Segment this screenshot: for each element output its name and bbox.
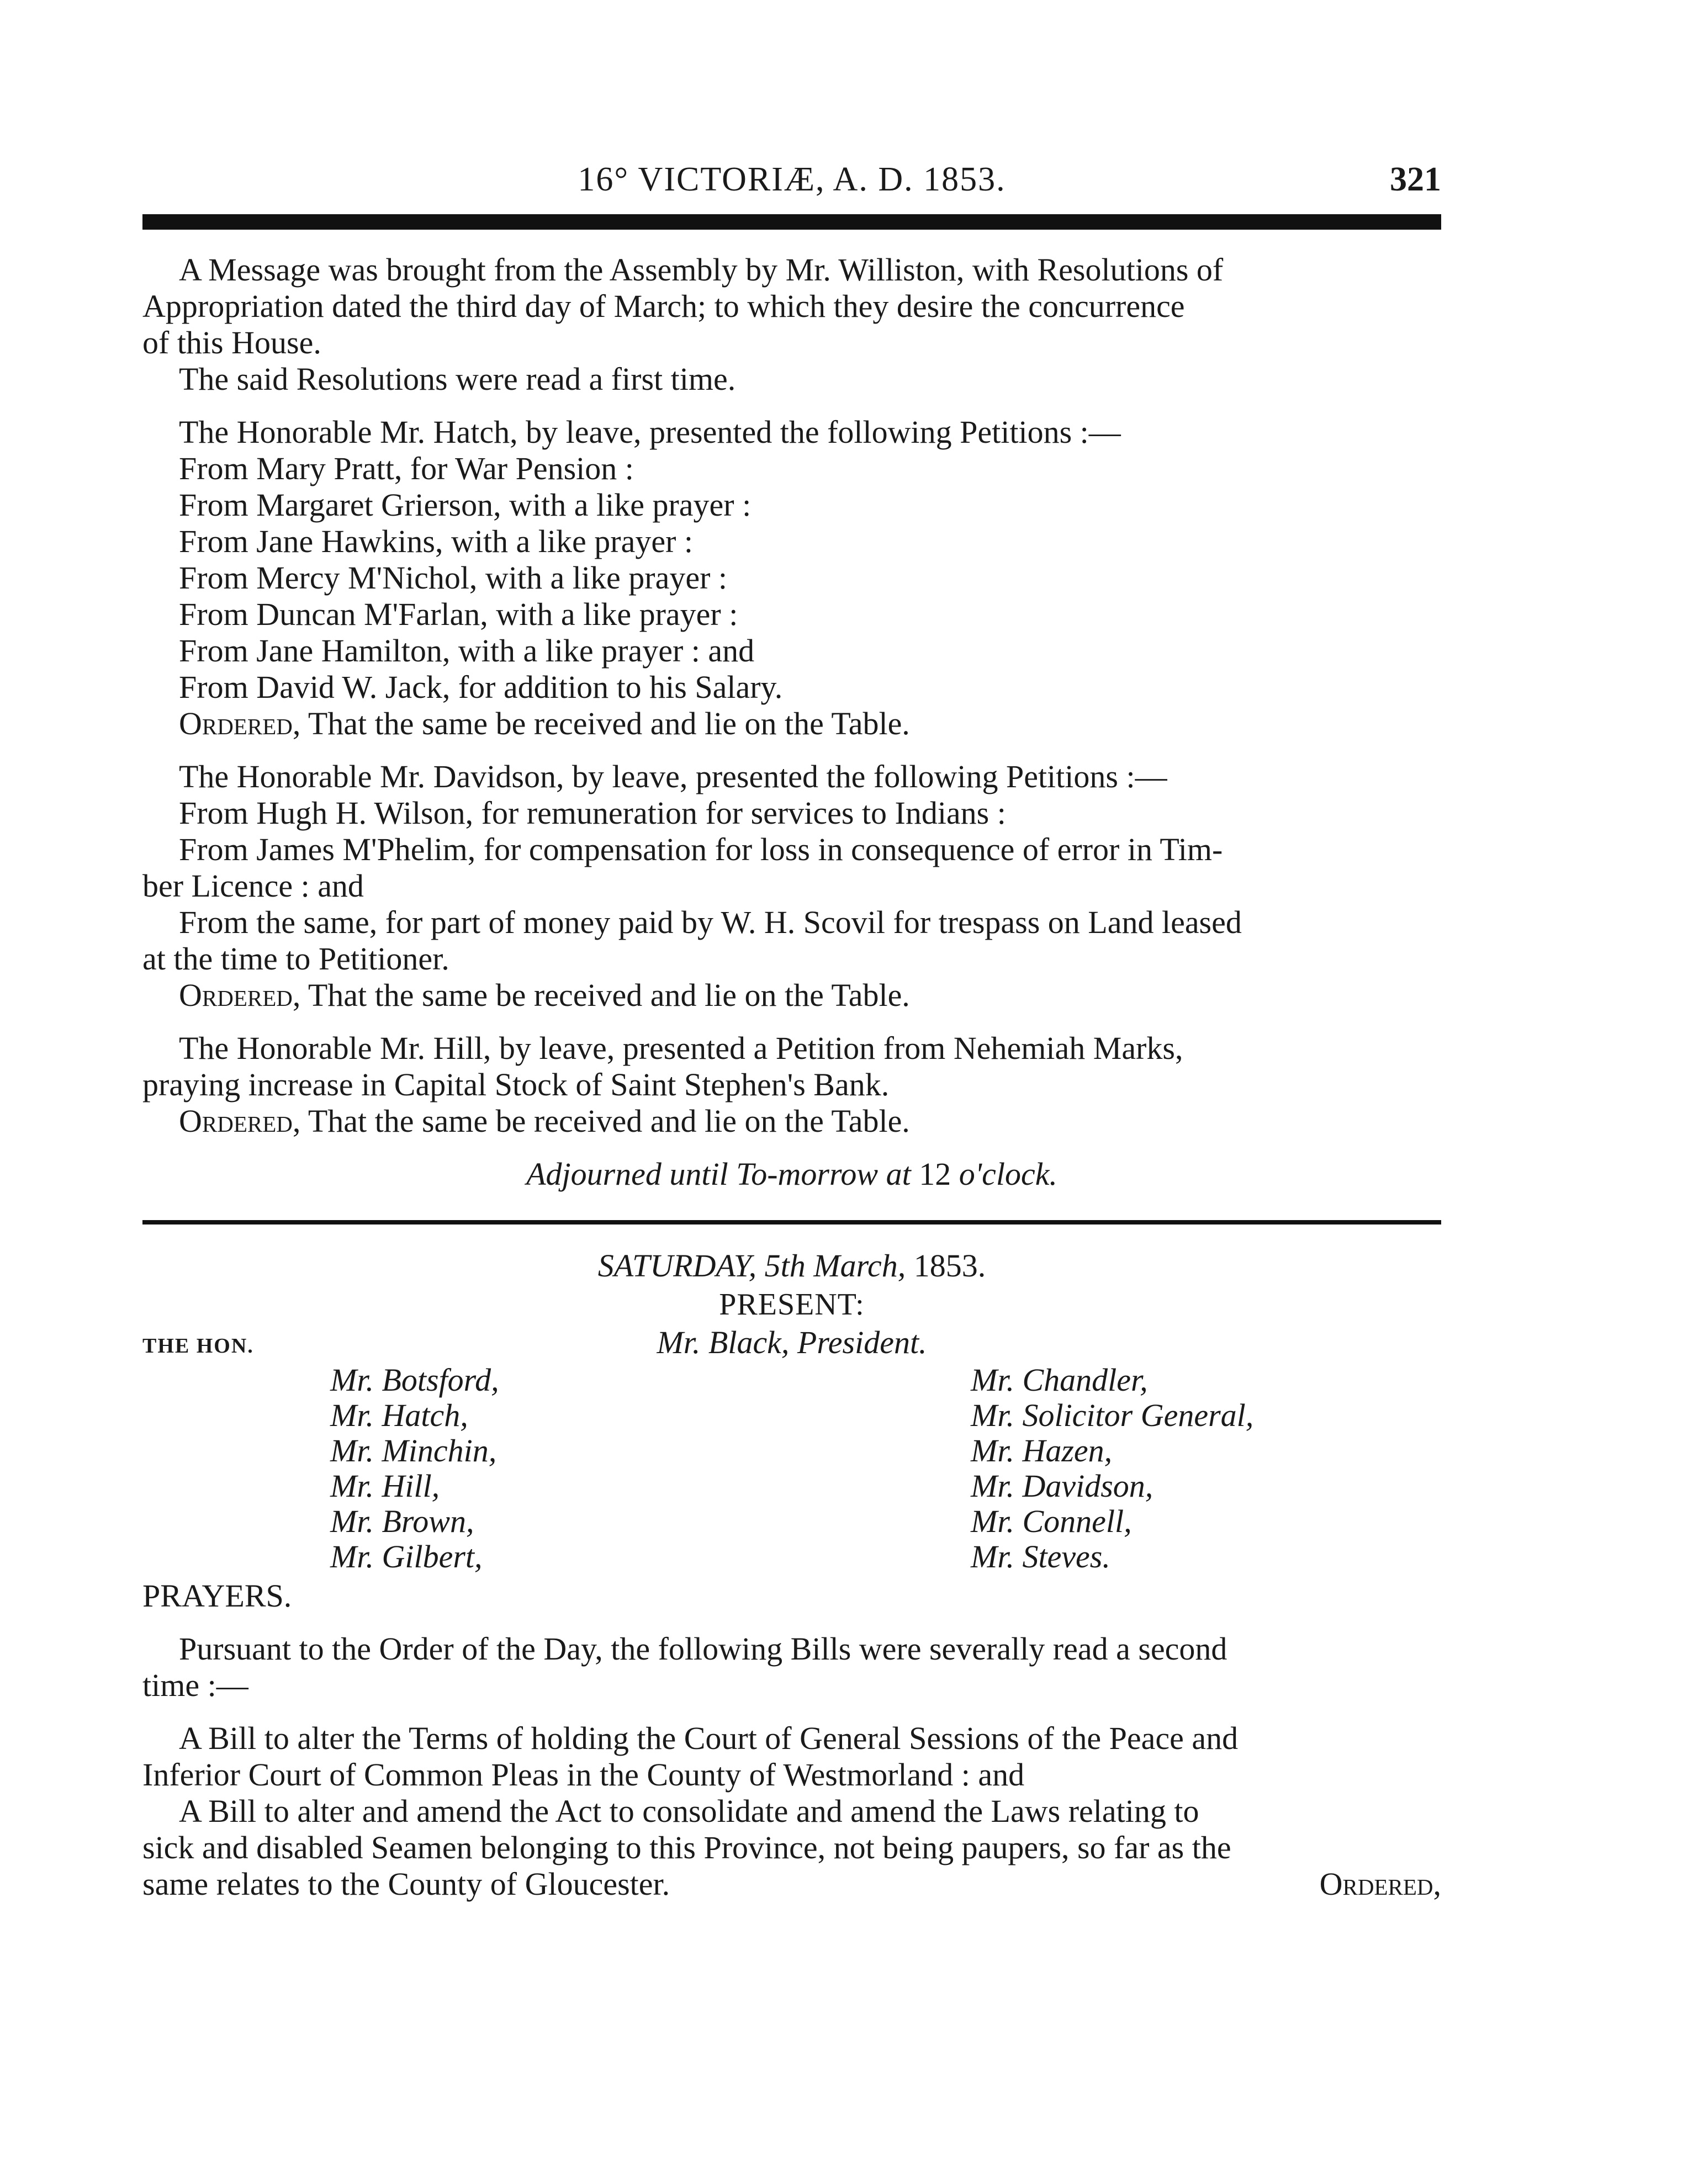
bill-2-line-2: sick and disabled Seamen belonging to this Province, not being paupers, so far as the xyxy=(142,1830,1231,1865)
ordered-text: That the same be received and lie on the Table. xyxy=(300,706,910,741)
members-left-column xyxy=(330,1363,499,1575)
hatch-petition: From Jane Hawkins, with a like prayer : xyxy=(179,523,694,559)
present-heading: PRESENT: xyxy=(719,1287,865,1322)
adjourned-oclock: o'clock. xyxy=(959,1156,1057,1192)
ordered-text: That the same be received and lie on the Table. xyxy=(300,1103,910,1139)
hill-line-1: The Honorable Mr. Hill, by leave, presented a Petition from Nehemiah Marks, xyxy=(179,1030,1183,1066)
hill-line-2: praying increase in Capital Stock of Saint Stephen's Bank. xyxy=(142,1067,890,1102)
message-line-3: of this House. xyxy=(142,325,321,361)
adjourned-line xyxy=(142,1156,1441,1192)
hatch-petition: From Duncan M'Farlan, with a like prayer : xyxy=(179,596,738,632)
bill-2-line-1: A Bill to alter and amend the Act to consolidate and amend the Laws relating to xyxy=(179,1793,1199,1829)
sitting-year: 1853. xyxy=(906,1248,986,1284)
ordered-word: Ordered, xyxy=(179,1103,301,1139)
ordered-word: Ordered, xyxy=(179,977,301,1013)
message-line-2: Appropriation dated the third day of March; to which they desire the concurrence xyxy=(142,288,1185,324)
member-name: Mr. Brown, xyxy=(330,1503,474,1539)
bills-intro-line-1: Pursuant to the Order of the Day, the following Bills were severally read a second xyxy=(179,1631,1227,1667)
member-name: Mr. Botsford, xyxy=(330,1362,499,1398)
bill-1-line-2: Inferior Court of Common Pleas in the County of Westmorland : and xyxy=(142,1757,1025,1793)
sitting-day: SATURDAY, 5th March, xyxy=(597,1248,906,1284)
davidson-intro: The Honorable Mr. Davidson, by leave, presented the following Petitions :— xyxy=(179,759,1167,794)
bill-2-line-3: same relates to the County of Gloucester. xyxy=(142,1866,670,1902)
member-name: Mr. Davidson, xyxy=(971,1468,1153,1504)
members-present xyxy=(142,1363,1441,1578)
member-name: Mr. Gilbert, xyxy=(330,1539,483,1575)
davidson-petition-3-line-2: at the time to Petitioner. xyxy=(142,941,449,977)
davidson-petition-2-line-1: From James M'Phelim, for compensation for loss in consequence of error in Tim- xyxy=(179,831,1223,867)
the-hon-label: THE HON. xyxy=(142,1334,254,1358)
president-name: Mr. Black, President. xyxy=(657,1324,927,1360)
member-name: Mr. Steves. xyxy=(971,1539,1110,1575)
member-name: Mr. Connell, xyxy=(971,1503,1132,1539)
hatch-petition: From Margaret Grierson, with a like prayer : xyxy=(179,487,752,523)
section-divider xyxy=(142,1220,1441,1224)
resolutions-read: The said Resolutions were read a first time. xyxy=(179,361,736,397)
adjourned-text: Adjourned until To-morrow at xyxy=(526,1156,911,1192)
ordered-word: Ordered, xyxy=(179,706,301,741)
bill-1-line-1: A Bill to alter the Terms of holding the Court of General Sessions of the Peace and xyxy=(179,1720,1239,1756)
president-row xyxy=(142,1324,1441,1363)
member-name: Mr. Hatch, xyxy=(330,1397,468,1433)
page-header-title: 16° VICTORIÆ, A. D. 1853. xyxy=(578,161,1006,198)
member-name: Mr. Hill, xyxy=(330,1468,440,1504)
davidson-petition-3-line-1: From the same, for part of money paid by W. H. Scovil for trespass on Land leased xyxy=(179,904,1242,940)
adjourned-time: 12 xyxy=(911,1156,959,1192)
hatch-ordered xyxy=(142,706,1441,742)
member-name: Mr. Hazen, xyxy=(971,1433,1113,1469)
member-name: Mr. Solicitor General, xyxy=(971,1397,1254,1433)
sitting-date-heading xyxy=(142,1247,1441,1285)
davidson-ordered xyxy=(142,977,1441,1014)
bills-intro-line-2: time :— xyxy=(142,1667,248,1703)
header-rule xyxy=(142,214,1441,230)
message-line-1: A Message was brought from the Assembly by Mr. Williston, with Resolutions of xyxy=(179,252,1224,288)
davidson-petition-2-line-2: ber Licence : and xyxy=(142,868,364,904)
page xyxy=(142,132,1441,1902)
hatch-petition: From Jane Hamilton, with a like prayer : and xyxy=(179,633,755,669)
hatch-petition: From David W. Jack, for addition to his Salary. xyxy=(179,669,783,705)
catchword: Ordered, xyxy=(1319,1866,1441,1902)
hill-ordered xyxy=(142,1103,1441,1139)
member-name: Mr. Chandler, xyxy=(971,1362,1148,1398)
bill-2-line-3-row xyxy=(142,1866,1441,1902)
hatch-intro: The Honorable Mr. Hatch, by leave, presented the following Petitions :— xyxy=(179,414,1121,450)
davidson-petition-1: From Hugh H. Wilson, for remuneration for services to Indians : xyxy=(179,795,1006,831)
hatch-petition: From Mercy M'Nichol, with a like prayer : xyxy=(179,560,727,596)
running-head xyxy=(142,132,1441,210)
hatch-petition: From Mary Pratt, for War Pension : xyxy=(179,450,634,486)
prayers-heading: PRAYERS. xyxy=(142,1578,292,1614)
page-number: 321 xyxy=(1390,161,1441,198)
member-name: Mr. Minchin, xyxy=(330,1433,497,1469)
ordered-text: That the same be received and lie on the Table. xyxy=(300,977,910,1013)
members-right-column xyxy=(971,1363,1253,1575)
